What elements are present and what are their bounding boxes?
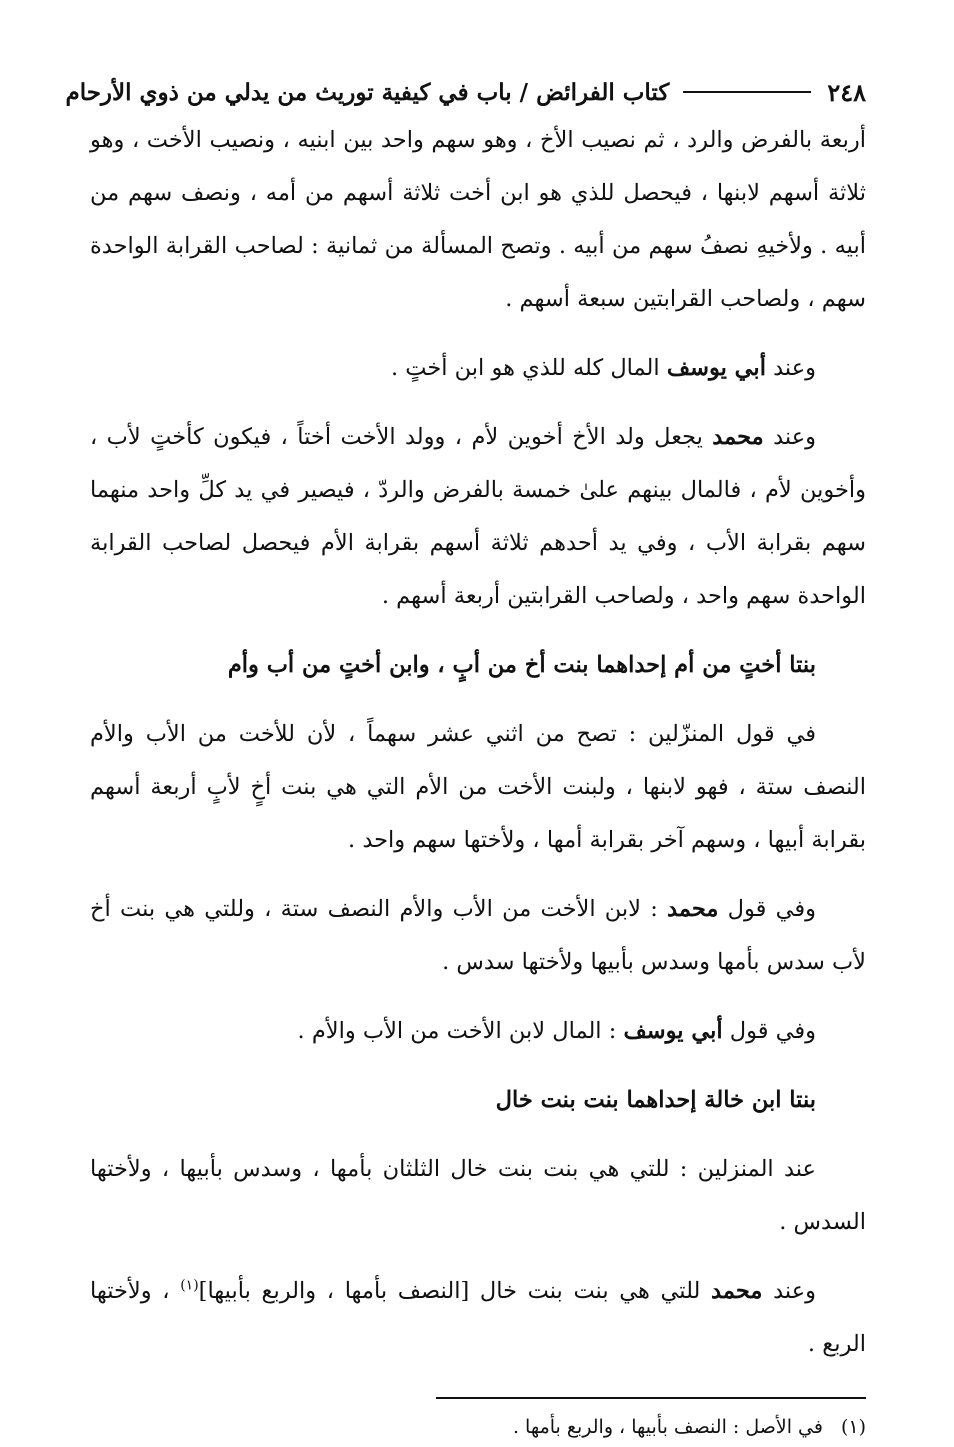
footnote-text: في الأصل : النصف بأبيها ، والربع بأمها . — [512, 1416, 823, 1438]
paragraph-abu-yusuf-view — [90, 342, 866, 395]
section-heading-maternal-aunt-son: بنتا ابن خالة إحداهما بنت بنت خال — [495, 1087, 816, 1113]
footnote-number: (١) — [840, 1416, 866, 1438]
paragraph-muhammad-view — [90, 411, 866, 623]
paragraph-lead: وفي قول — [722, 1018, 816, 1044]
paragraph-body: يجعل ولد الأخ أخوين لأم ، وولد الأخت أختاً ، فيكون كأختٍ لأب ، وأخوين لأم ، فالمال بينهم علىٰ خمسة بالفرض والردّ ، فيصير في يد كلِّ واحد منهما سهم بقرابة الأب ، وفي يد أحدهم ثلاثة أسهم بقرابة الأم فيحصل لصاحب القرابة الواحدة سهم واحد ، ولصاحب القرابتين أربعة أسهم . — [90, 424, 866, 609]
scholar-name: محمد — [712, 424, 764, 450]
page-number: ٢٤٨ — [827, 77, 866, 107]
paragraph-muhammad-view-2 — [90, 883, 866, 989]
footnote-marker: (١) — [180, 1277, 199, 1294]
paragraph-lead: وعند — [765, 355, 816, 381]
paragraph-lead: وعند — [762, 1278, 816, 1304]
body-text — [90, 114, 866, 1371]
paragraph-munazzilin-view-2: عند المنزلين : للتي هي بنت بنت خال الثلثان بأمها ، وسدس بأبيها ، ولأختها السدس . — [90, 1156, 866, 1235]
paragraph-body: : لابن الأخت من الأب والأم النصف ستة ، وللتي هي بنت أخ لأب سدس بأمها وسدس بأبيها ولأختها سدس . — [90, 896, 866, 975]
paragraph-muhammad-view-3 — [90, 1265, 866, 1371]
paragraph-lead: وفي قول — [718, 896, 817, 922]
paragraph-body: للتي هي بنت بنت خال [النصف بأمها ، والربع بأبيها] — [198, 1278, 712, 1304]
scholar-name: محمد — [711, 1278, 763, 1304]
paragraph-body: : المال لابن الأخت من الأب والأم . — [297, 1018, 624, 1044]
footnote-separator — [436, 1397, 866, 1399]
paragraph-munazzilin-view: في قول المنزّلين : تصح من اثني عشر سهماً ، لأن للأخت من الأب والأم النصف ستة ، فهو لابنها ، ولبنت الأخت من الأم التي هي بنت أخٍ لأبٍ أربعة أسهم بقرابة أبيها ، وسهم آخر بقرابة أمها ، ولأختها سهم واحد . — [90, 721, 866, 853]
paragraph-lead: وعند — [763, 424, 816, 450]
paragraph-body: المال كله للذي هو ابن أختٍ . — [390, 355, 667, 381]
scholar-name: أبي يوسف — [623, 1018, 723, 1044]
footnote — [90, 1407, 866, 1447]
scholar-name: أبي يوسف — [666, 355, 766, 381]
running-title: كتاب الفرائض / باب في كيفية توريث من يدلي من ذوي الأرحام — [65, 78, 670, 106]
scholar-name: محمد — [667, 896, 719, 922]
section-heading-sisters-daughters: بنتا أختٍ من أم إحداهما بنت أخ من أبٍ ، وابن أختٍ من أب وأم — [227, 652, 816, 678]
book-page — [65, 70, 866, 1447]
paragraph-tail: ، ولأختها الربع . — [90, 1278, 866, 1357]
paragraph-abu-yusuf-view-2 — [90, 1005, 866, 1058]
header-rule — [683, 91, 811, 93]
paragraph-continuation: أربعة بالفرض والرد ، ثم نصيب الأخ ، وهو سهم واحد بين ابنيه ، ونصيب الأخت ، وهو ثلاثة أسهم لابنها ، فيحصل للذي هو ابن أخت ثلاثة أسهم من أمه ، ونصف سهم من أبيه . ولأخيهِ نصفُ سهم من أبيه . وتصح المسألة من ثمانية : لصاحب القرابة الواحدة سهم ، ولصاحب القرابتين سبعة أسهم . — [90, 127, 866, 312]
page-header — [65, 70, 866, 114]
